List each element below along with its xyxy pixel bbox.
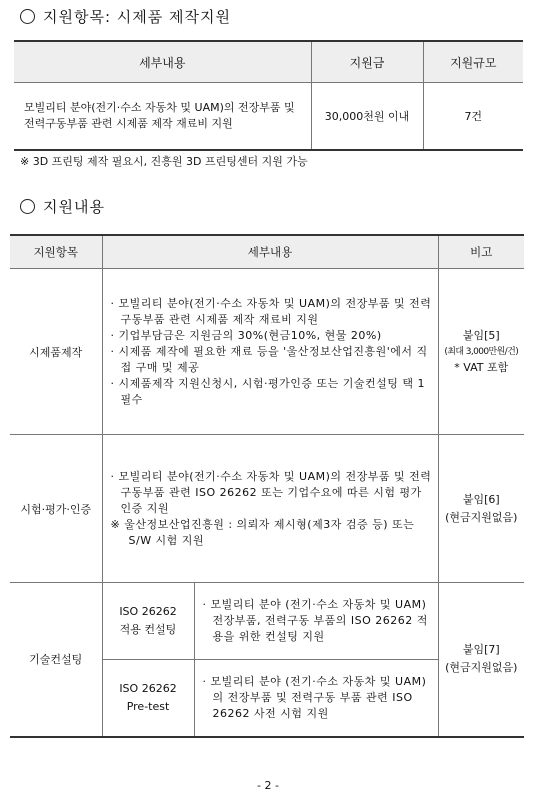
consulting-sub2-label: ISO 26262 Pre-test [102,660,194,737]
list-item: · 시제품제작 지원신청시, 시험·평가인증 또는 기술컨설팅 택 1 필수 [110,376,425,406]
header-detail: 세부내용 [14,41,311,83]
consulting-remark [438,583,524,737]
list-item: · 기업부담금은 지원금의 30%(현금10%, 현물 20%) [110,328,382,342]
header-remark: 비고 [438,235,524,269]
section1-heading [20,6,231,27]
prototype-remark [438,269,524,435]
testing-detail [102,435,438,583]
section2-title: 지원내용 [43,198,105,216]
list-item: · 모빌리티 분야 (전기·수소 자동차 및 UAM) 의 전장부품 및 전력구동 부품 관련 ISO 26262 사전 시험 지원 [202,674,427,720]
list-item: · 모빌리티 분야 (전기·수소 자동차 및 UAM) 전장부품, 전력구동 부품의 ISO 26262 적용을 위한 컨설팅 지원 [202,598,428,643]
list-item: · 모빌리티 분야(전기·수소 자동차 및 UAM)의 전장부품 및 전력구동부품 관련 ISO 26262 또는 기업수요에 따른 시험 평가 인증 지원 [110,469,432,515]
remark-attachment: 붙임[7] [462,643,500,657]
row-detail: 모빌리티 분야(전기·수소 자동차 및 UAM)의 전장부품 및 전력구동부품 관련 시제품 제작 재료비 지원 [24,101,295,130]
table-row [10,269,524,435]
item-testing: 시험·평가·인증 [10,435,102,583]
table-header-row [10,235,524,269]
section2-heading [20,196,105,217]
remark-nocash: (현금지원없음) [445,510,518,524]
table-row [10,583,524,660]
consulting-sub1-detail [194,583,438,660]
support-detail-table [10,234,524,738]
consulting-sub1-label: ISO 26262 적용 컨설팅 [102,583,194,660]
header-scale: 지원규모 [423,41,523,83]
table-header-row [14,41,523,83]
header-amount: 지원금 [311,41,423,83]
list-item-note: ※ 울산정보산업진흥원 : 의뢰자 제시형(제3자 검증 등) 또는 S/W 시험 지원 [110,517,415,547]
table-row [14,83,523,151]
remark-vat: * VAT 포함 [454,360,509,374]
row-scale: 7건 [423,83,523,151]
circle-bullet-icon [20,199,35,214]
testing-remark [438,435,524,583]
remark-attachment: 붙임[5] [462,328,500,342]
table-row [10,435,524,583]
list-item: · 모빌리티 분야(전기·수소 자동차 및 UAM)의 전장부품 및 전력구동부품 관련 시제품 제작 재료비 지원 [110,296,432,326]
page-number: - 2 - [257,779,279,792]
section1-title: 지원항목: 시제품 제작지원 [43,8,231,26]
remark-attachment: 붙임[6] [462,492,500,506]
prototype-detail [102,269,438,435]
consulting-sub2-detail [194,660,438,737]
row-amount: 30,000천원 이내 [311,83,423,151]
support-summary-table [14,40,523,151]
remark-max: (최대 3,000만원/건) [444,346,519,357]
circle-bullet-icon [20,9,35,24]
3d-printing-note: ※ 3D 프린팅 제작 필요시, 진흥원 3D 프린팅센터 지원 가능 [20,155,308,168]
header-detail: 세부내용 [102,235,438,269]
remark-nocash: (현금지원없음) [445,661,518,675]
item-consulting: 기술컨설팅 [10,583,102,737]
item-prototype: 시제품제작 [10,269,102,435]
header-item: 지원항목 [10,235,102,269]
list-item: · 시제품 제작에 필요한 재료 등을 '울산정보산업진흥원'에서 직접 구매 및 제공 [110,344,428,374]
